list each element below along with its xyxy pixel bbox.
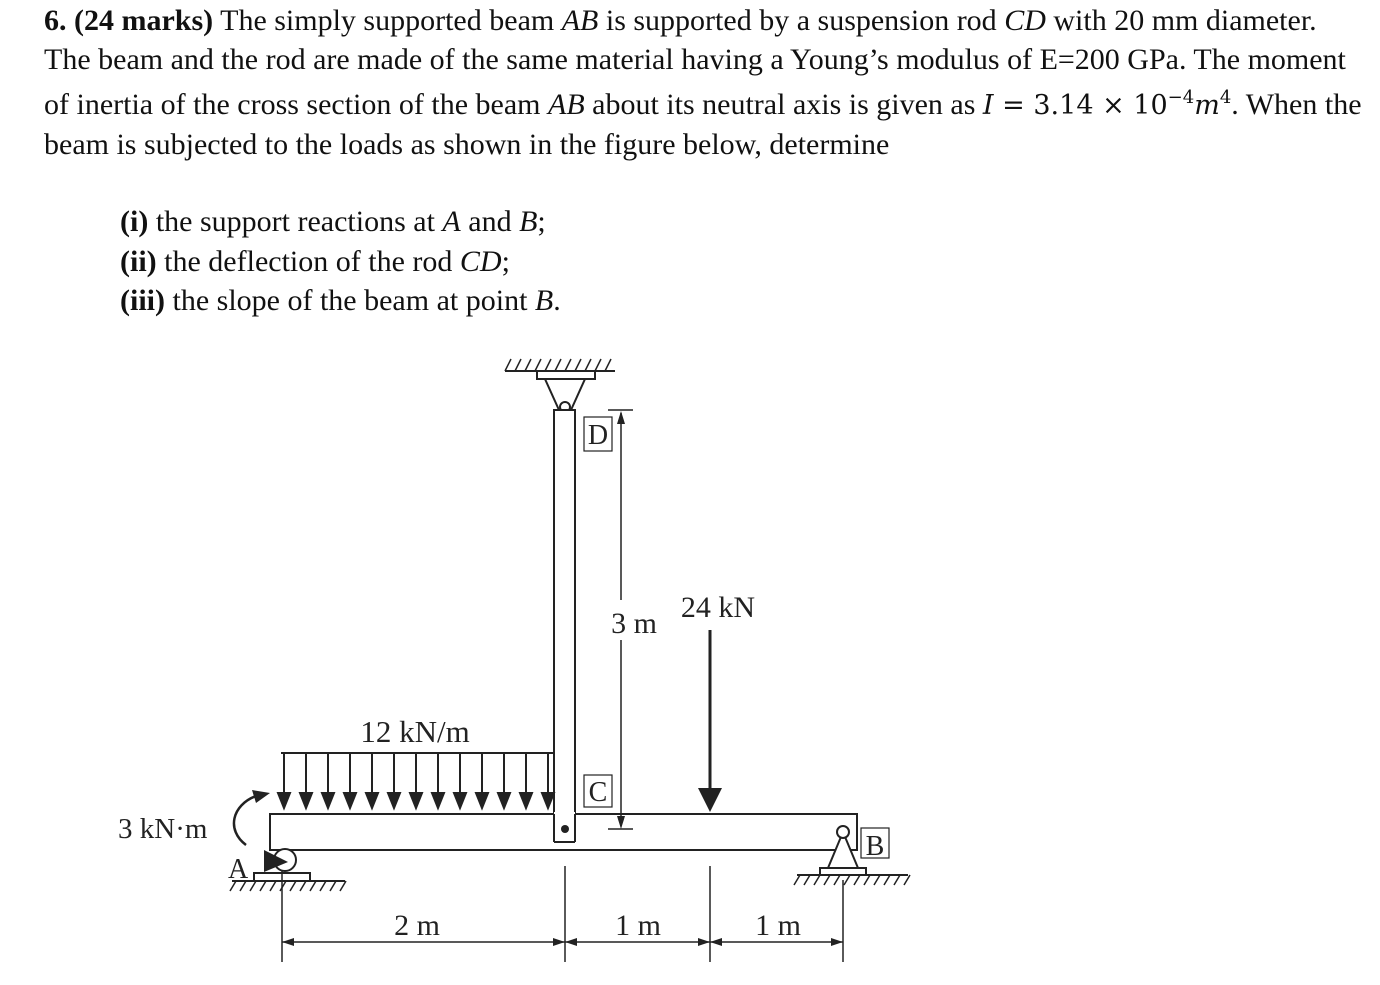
label-c: C — [588, 777, 608, 808]
beam-name: AB — [561, 4, 599, 37]
part-i-italic-b: B — [519, 205, 538, 238]
part-ii-text-a: the deflection of the rod — [156, 244, 460, 278]
label-d: D — [587, 420, 609, 451]
suspension-rod — [554, 410, 575, 842]
question-intro-2: is supported by a suspension rod — [598, 4, 1005, 37]
part-iii-italic-a: B — [534, 284, 554, 317]
label-a: A — [228, 854, 249, 885]
part-i-text-b: and — [460, 205, 520, 238]
label-b: B — [865, 831, 885, 862]
question-intro-1: The simply supported beam — [213, 4, 562, 37]
part-iii-text-b: . — [553, 284, 561, 317]
beam-name-2: AB — [548, 88, 585, 121]
point-load-label: 24 kN — [680, 591, 756, 624]
span-1-label: 2 m — [394, 909, 440, 942]
inertia-value: = 3.14 × 10 — [993, 90, 1168, 121]
part-iii-text-a: the slope of the beam at point — [165, 284, 535, 317]
rod-name: CD — [1004, 4, 1046, 37]
question-intro-5: . When the beam is subjected to the loads as shown in the figure below, determine — [44, 88, 1362, 161]
span-2-label: 1 m — [615, 909, 661, 942]
part-i-text-c: ; — [537, 205, 546, 238]
question-paragraph — [44, 2, 1364, 164]
question-parts — [120, 202, 561, 321]
part-ii-text-b: ; — [501, 244, 510, 278]
question-marks: (24 marks) — [74, 4, 214, 37]
question-intro-3: with 20 mm diameter. The beam and the rod are made of the same material having a Young’s modulus of E=200 GPa. The moment of inertia of the cross section of the beam — [44, 4, 1346, 121]
distributed-load-label: 12 kN/m — [360, 714, 470, 749]
part-i-text-a: the support reactions at — [148, 205, 443, 238]
inertia-unit: m — [1194, 90, 1220, 121]
question-number: 6. — [44, 4, 67, 37]
part-i-italic-a: A — [442, 205, 461, 238]
part-i — [120, 202, 561, 242]
part-ii-italic-a: CD — [459, 244, 502, 278]
rod-length-label: 3 m — [611, 607, 657, 640]
question-text — [44, 2, 1364, 164]
inertia-exponent: −4 — [1167, 87, 1195, 108]
distributed-load — [278, 753, 554, 808]
beam-figure — [0, 340, 1380, 980]
inertia-unit-exponent: 4 — [1219, 87, 1232, 108]
part-iii — [120, 281, 561, 321]
ceiling-support — [505, 359, 615, 412]
moment-label: 3 kN·m — [118, 813, 208, 845]
moment-arrow — [234, 790, 270, 845]
span-3-label: 1 m — [755, 909, 801, 942]
part-ii-label: (ii) — [120, 244, 157, 278]
point-load-arrow — [698, 630, 722, 812]
inertia-symbol: I — [982, 90, 994, 121]
part-ii — [120, 242, 561, 282]
part-i-label: (i) — [120, 205, 149, 238]
question-intro-4: about its neutral axis is given as — [584, 88, 983, 121]
part-iii-label: (iii) — [120, 284, 165, 317]
